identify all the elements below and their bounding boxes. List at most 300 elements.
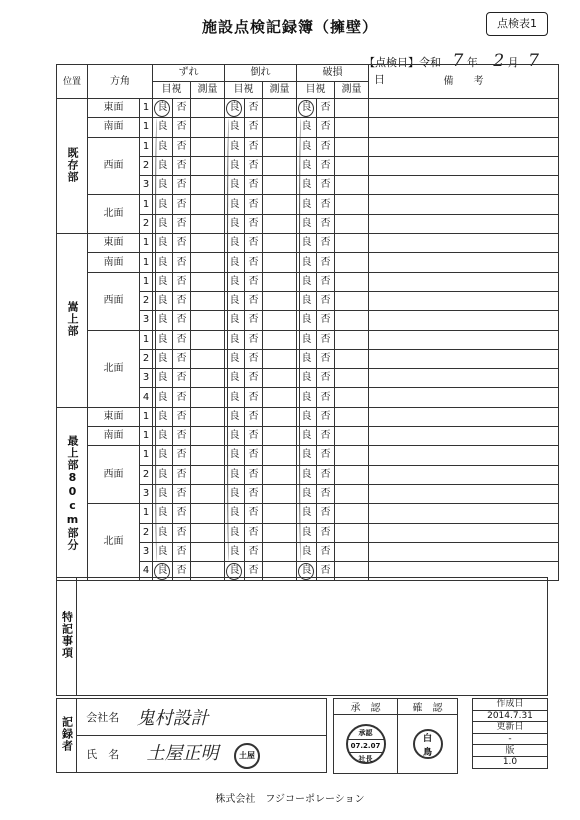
zure-good-mark: 良 — [157, 507, 168, 519]
table-row — [57, 99, 559, 118]
direction-cell: 西面 — [88, 272, 140, 330]
hason-good-option[interactable] — [297, 99, 317, 118]
date-month: 2 — [493, 51, 505, 71]
hason-bad-option[interactable] — [317, 137, 335, 156]
taore-measure-cell[interactable] — [263, 446, 297, 465]
zure-good-mark: 良 — [157, 410, 168, 422]
taore-bad-option[interactable] — [245, 118, 263, 137]
row-number: 2 — [140, 156, 153, 175]
taore-good-mark: 良 — [229, 468, 240, 480]
hason-bad-option[interactable] — [317, 311, 335, 330]
taore-bad-option[interactable] — [245, 176, 263, 195]
zure-measure-cell[interactable] — [191, 311, 225, 330]
taore-measure-cell[interactable] — [263, 330, 297, 349]
zure-measure-cell[interactable] — [191, 542, 225, 561]
row-number: 1 — [140, 118, 153, 137]
hason-measure-cell[interactable] — [335, 388, 369, 407]
row-number: 1 — [140, 330, 153, 349]
hason-good-mark: 良 — [301, 256, 312, 268]
taore-measure-cell[interactable] — [263, 427, 297, 446]
hason-good-mark: 良 — [301, 526, 312, 538]
taore-bad-mark: 否 — [248, 237, 259, 249]
row-number: 1 — [140, 504, 153, 523]
taore-good-mark: 良 — [229, 140, 240, 152]
hason-good-mark: 良 — [301, 391, 312, 403]
hason-bad-mark: 否 — [320, 391, 331, 403]
zure-bad-option[interactable] — [173, 156, 191, 175]
taore-good-mark: 良 — [229, 198, 240, 210]
hason-measure-cell[interactable] — [335, 427, 369, 446]
zure-good-mark: 良 — [157, 179, 168, 191]
zure-bad-option[interactable] — [173, 407, 191, 426]
zure-good-mark: 良 — [157, 468, 168, 480]
taore-bad-mark: 否 — [248, 488, 259, 500]
hason-bad-option[interactable] — [317, 523, 335, 542]
special-notes-field[interactable] — [77, 578, 548, 696]
taore-bad-option[interactable] — [245, 156, 263, 175]
taore-good-mark: 良 — [229, 545, 240, 557]
hason-bad-mark: 否 — [320, 488, 331, 500]
zure-measure-cell[interactable] — [191, 504, 225, 523]
zure-measure-cell[interactable] — [191, 349, 225, 368]
position-header: 位置 — [57, 65, 88, 99]
name-field[interactable] — [129, 736, 327, 773]
hason-bad-option[interactable] — [317, 291, 335, 310]
taore-bad-option[interactable] — [245, 99, 263, 118]
remarks-cell[interactable] — [369, 407, 559, 426]
zure-good-mark: 良 — [157, 391, 168, 403]
taore-bad-option[interactable] — [245, 388, 263, 407]
taore-measure-cell[interactable] — [263, 118, 297, 137]
remarks-cell[interactable] — [369, 369, 559, 388]
hason-bad-mark: 否 — [320, 198, 331, 210]
zure-good-option[interactable] — [153, 99, 173, 118]
zure-measure-cell[interactable] — [191, 272, 225, 291]
zure-good-mark: 良 — [157, 565, 168, 577]
approve-stamp-cell — [334, 715, 398, 774]
zure-bad-mark: 否 — [176, 526, 187, 538]
hason-bad-mark: 否 — [320, 295, 331, 307]
zure-measure-cell[interactable] — [191, 176, 225, 195]
remarks-cell[interactable] — [369, 427, 559, 446]
zure-good-mark: 良 — [157, 372, 168, 384]
taore-measure-cell[interactable] — [263, 407, 297, 426]
direction-cell: 南面 — [88, 253, 140, 272]
taore-bad-mark: 否 — [248, 198, 259, 210]
taore-measure-cell[interactable] — [263, 291, 297, 310]
hason-bad-mark: 否 — [320, 179, 331, 191]
taore-measure-cell[interactable] — [263, 388, 297, 407]
hason-measure-cell[interactable] — [335, 137, 369, 156]
hason-measure-cell[interactable] — [335, 349, 369, 368]
taore-bad-mark: 否 — [248, 333, 259, 345]
taore-measure-cell[interactable] — [263, 156, 297, 175]
hason-good-mark: 良 — [301, 140, 312, 152]
zure-bad-option[interactable] — [173, 291, 191, 310]
hason-measure-cell[interactable] — [335, 311, 369, 330]
row-number: 1 — [140, 427, 153, 446]
hason-good-mark: 良 — [301, 217, 312, 229]
zure-bad-option[interactable] — [173, 504, 191, 523]
direction-cell: 北面 — [88, 330, 140, 407]
taore-bad-option[interactable] — [245, 195, 263, 214]
taore-bad-mark: 否 — [248, 391, 259, 403]
taore-good-mark: 良 — [229, 160, 240, 172]
row-number: 3 — [140, 369, 153, 388]
zure-good-mark: 良 — [157, 102, 168, 114]
taore-good-mark: 良 — [229, 102, 240, 114]
hason-bad-option[interactable] — [317, 427, 335, 446]
taore-good-mark: 良 — [229, 430, 240, 442]
direction-cell: 東面 — [88, 407, 140, 426]
hason-measure-cell[interactable] — [335, 272, 369, 291]
hason-bad-mark: 否 — [320, 468, 331, 480]
hason-bad-option[interactable] — [317, 234, 335, 253]
taore-bad-option[interactable] — [245, 407, 263, 426]
remarks-cell[interactable] — [369, 118, 559, 137]
hason-measure-cell[interactable] — [335, 504, 369, 523]
remarks-cell[interactable] — [369, 523, 559, 542]
remarks-cell[interactable] — [369, 388, 559, 407]
hason-bad-option[interactable] — [317, 156, 335, 175]
zure-bad-option[interactable] — [173, 253, 191, 272]
hason-measure-cell[interactable] — [335, 214, 369, 233]
row-number: 3 — [140, 484, 153, 503]
remarks-cell[interactable] — [369, 446, 559, 465]
taore-good-mark: 良 — [229, 314, 240, 326]
zure-measure-cell[interactable] — [191, 234, 225, 253]
hason-bad-mark: 否 — [320, 507, 331, 519]
document-meta-table — [472, 698, 548, 769]
zure-bad-mark: 否 — [176, 237, 187, 249]
hason-bad-option[interactable] — [317, 195, 335, 214]
taore-good-mark: 良 — [229, 121, 240, 133]
zure-bad-option[interactable] — [173, 311, 191, 330]
zure-measure-cell[interactable] — [191, 388, 225, 407]
hason-bad-mark: 否 — [320, 372, 331, 384]
zure-measure-cell[interactable] — [191, 214, 225, 233]
taore-bad-mark: 否 — [248, 121, 259, 133]
taore-bad-mark: 否 — [248, 526, 259, 538]
section-label: 既存部 — [66, 146, 79, 183]
zure-bad-option[interactable] — [173, 427, 191, 446]
hason-bad-option[interactable] — [317, 369, 335, 388]
taore-bad-mark: 否 — [248, 160, 259, 172]
zure-measure-cell[interactable] — [191, 118, 225, 137]
hason-bad-option[interactable] — [317, 484, 335, 503]
zure-bad-option[interactable] — [173, 137, 191, 156]
hason-bad-option[interactable] — [317, 214, 335, 233]
taore-bad-mark: 否 — [248, 468, 259, 480]
created-value: 2014.7.31 — [473, 710, 548, 722]
zure-bad-option[interactable] — [173, 484, 191, 503]
hason-bad-option[interactable] — [317, 272, 335, 291]
zure-bad-option[interactable] — [173, 234, 191, 253]
taore-bad-option[interactable] — [245, 484, 263, 503]
taore-good-mark: 良 — [229, 256, 240, 268]
direction-cell: 東面 — [88, 234, 140, 253]
hason-measure-cell[interactable] — [335, 176, 369, 195]
zure-measure-cell[interactable] — [191, 523, 225, 542]
taore-bad-mark: 否 — [248, 314, 259, 326]
taore-bad-option[interactable] — [245, 330, 263, 349]
zure-good-mark: 良 — [157, 198, 168, 210]
hason-bad-option[interactable] — [317, 446, 335, 465]
table-row — [57, 446, 559, 465]
remarks-cell[interactable] — [369, 484, 559, 503]
zure-bad-mark: 否 — [176, 140, 187, 152]
taore-measure-cell[interactable] — [263, 311, 297, 330]
check-circle-mark — [226, 100, 242, 117]
zure-bad-mark: 否 — [176, 565, 187, 577]
taore-measure-cell[interactable] — [263, 99, 297, 118]
zure-measure-cell[interactable] — [191, 291, 225, 310]
remarks-cell[interactable] — [369, 504, 559, 523]
approval-stamp — [346, 724, 386, 764]
zure-measure-cell[interactable] — [191, 137, 225, 156]
hason-measure-cell[interactable] — [335, 330, 369, 349]
hason-bad-option[interactable] — [317, 330, 335, 349]
taore-bad-option[interactable] — [245, 272, 263, 291]
hason-bad-option[interactable] — [317, 99, 335, 118]
taore-bad-option[interactable] — [245, 214, 263, 233]
taore-measure-cell[interactable] — [263, 523, 297, 542]
taore-bad-option[interactable] — [245, 234, 263, 253]
hason-measure-cell[interactable] — [335, 446, 369, 465]
direction-cell: 東面 — [88, 99, 140, 118]
zure-good-mark: 良 — [157, 333, 168, 345]
hason-bad-mark: 否 — [320, 353, 331, 364]
row-number: 1 — [140, 446, 153, 465]
hason-bad-mark: 否 — [320, 430, 331, 442]
taore-bad-option[interactable] — [245, 137, 263, 156]
zure-bad-mark: 否 — [176, 198, 187, 210]
remarks-cell[interactable] — [369, 291, 559, 310]
taore-bad-option[interactable] — [245, 523, 263, 542]
taore-bad-option[interactable] — [245, 369, 263, 388]
direction-cell: 北面 — [88, 195, 140, 234]
zure-bad-mark: 否 — [176, 507, 187, 519]
hason-measure-cell[interactable] — [335, 407, 369, 426]
zure-measure-cell[interactable] — [191, 156, 225, 175]
date-year-unit: 年 — [466, 56, 478, 69]
zure-bad-option[interactable] — [173, 388, 191, 407]
taore-measure-cell[interactable] — [263, 349, 297, 368]
zure-measure-cell[interactable] — [191, 99, 225, 118]
remarks-cell[interactable] — [369, 349, 559, 368]
zure-measure-cell[interactable] — [191, 484, 225, 503]
direction-cell: 南面 — [88, 427, 140, 446]
taore-measure-cell[interactable] — [263, 137, 297, 156]
hason-good-mark: 良 — [301, 121, 312, 133]
hason-measure-cell[interactable] — [335, 484, 369, 503]
taore-bad-option[interactable] — [245, 349, 263, 368]
hason-bad-option[interactable] — [317, 253, 335, 272]
hason-bad-mark: 否 — [320, 140, 331, 152]
zure-measure-cell[interactable] — [191, 330, 225, 349]
zure-measure-cell[interactable] — [191, 427, 225, 446]
zure-bad-option[interactable] — [173, 465, 191, 484]
zure-bad-option[interactable] — [173, 446, 191, 465]
section-label-cell — [57, 407, 88, 581]
hason-bad-option[interactable] — [317, 542, 335, 561]
hason-bad-option[interactable] — [317, 465, 335, 484]
stamp-top: 承認 — [358, 729, 373, 737]
remarks-cell[interactable] — [369, 330, 559, 349]
taore-good-mark: 良 — [229, 449, 240, 461]
hason-measure-cell[interactable] — [335, 542, 369, 561]
table-row — [57, 427, 559, 446]
date-month-unit: 月 — [507, 56, 519, 69]
taore-measure-cell[interactable] — [263, 542, 297, 561]
remarks-cell[interactable] — [369, 253, 559, 272]
version-value: 1.0 — [473, 756, 548, 768]
remarks-cell[interactable] — [369, 156, 559, 175]
taore-bad-option[interactable] — [245, 253, 263, 272]
remarks-cell[interactable] — [369, 214, 559, 233]
taore-measure-cell[interactable] — [263, 465, 297, 484]
taore-measure-cell[interactable] — [263, 214, 297, 233]
hason-bad-option[interactable] — [317, 407, 335, 426]
taore-bad-option[interactable] — [245, 291, 263, 310]
remarks-cell[interactable] — [369, 272, 559, 291]
taore-good-option[interactable] — [225, 99, 245, 118]
hason-measure-cell[interactable] — [335, 118, 369, 137]
row-number: 1 — [140, 407, 153, 426]
zure-bad-option[interactable] — [173, 330, 191, 349]
date-day: 7 — [528, 51, 539, 71]
taore-bad-mark: 否 — [248, 565, 259, 577]
hason-good-mark: 良 — [301, 468, 312, 480]
zure-bad-option[interactable] — [173, 369, 191, 388]
date-day-unit: 日 — [374, 73, 385, 86]
taore-bad-option[interactable] — [245, 542, 263, 561]
taore-bad-option[interactable] — [245, 504, 263, 523]
hason-bad-option[interactable] — [317, 176, 335, 195]
taore-measure-cell[interactable] — [263, 176, 297, 195]
remarks-cell[interactable] — [369, 99, 559, 118]
check-bracket-line — [227, 118, 231, 562]
hason-bad-option[interactable] — [317, 388, 335, 407]
taore-measure-cell[interactable] — [263, 195, 297, 214]
zure-bad-option[interactable] — [173, 272, 191, 291]
zure-measure-cell[interactable] — [191, 253, 225, 272]
zure-good-mark: 良 — [157, 449, 168, 461]
taore-measure-cell[interactable] — [263, 272, 297, 291]
taore-good-mark: 良 — [229, 217, 240, 229]
taore-good-mark: 良 — [229, 353, 240, 364]
table-row — [57, 234, 559, 253]
zure-measure-cell[interactable] — [191, 407, 225, 426]
taore-bad-option[interactable] — [245, 465, 263, 484]
zure-bad-option[interactable] — [173, 542, 191, 561]
hason-measure-cell[interactable] — [335, 195, 369, 214]
taore-bad-mark: 否 — [248, 372, 259, 384]
taore-bad-option[interactable] — [245, 311, 263, 330]
taore-bad-option[interactable] — [245, 427, 263, 446]
hason-measure-cell[interactable] — [335, 253, 369, 272]
taore-measure-cell[interactable] — [263, 484, 297, 503]
hason-measure-cell[interactable] — [335, 465, 369, 484]
direction-header: 方角 — [88, 65, 153, 99]
taore-good-mark: 良 — [229, 333, 240, 345]
zure-bad-mark: 否 — [176, 160, 187, 172]
hason-measure-cell[interactable] — [335, 99, 369, 118]
remarks-cell[interactable] — [369, 542, 559, 561]
taore-bad-option[interactable] — [245, 446, 263, 465]
remarks-cell[interactable] — [369, 137, 559, 156]
zure-bad-option[interactable] — [173, 195, 191, 214]
hason-bad-option[interactable] — [317, 504, 335, 523]
zure-good-mark: 良 — [157, 256, 168, 268]
taore-measure-cell[interactable] — [263, 369, 297, 388]
zure-bad-option[interactable] — [173, 99, 191, 118]
company-field[interactable] — [129, 699, 327, 736]
remarks-cell[interactable] — [369, 465, 559, 484]
remarks-cell[interactable] — [369, 234, 559, 253]
remarks-cell[interactable] — [369, 311, 559, 330]
zure-measure-cell[interactable] — [191, 369, 225, 388]
hason-measure-cell[interactable] — [335, 234, 369, 253]
hason-good-mark: 良 — [301, 179, 312, 191]
hason-good-mark: 良 — [301, 488, 312, 500]
row-number: 4 — [140, 562, 153, 581]
direction-cell: 北面 — [88, 504, 140, 581]
taore-good-mark: 良 — [229, 565, 240, 577]
row-number: 3 — [140, 176, 153, 195]
hason-bad-option[interactable] — [317, 349, 335, 368]
hason-bad-mark: 否 — [320, 565, 331, 577]
updated-label: 更新日 — [473, 722, 548, 734]
zure-bad-mark: 否 — [176, 410, 187, 422]
hason-good-mark: 良 — [301, 507, 312, 519]
row-number: 1 — [140, 272, 153, 291]
hason-good-mark: 良 — [301, 353, 312, 364]
zure-measure-cell[interactable] — [191, 195, 225, 214]
hason-measure-cell[interactable] — [335, 369, 369, 388]
zure-measure-cell[interactable] — [191, 446, 225, 465]
hason-measure-cell[interactable] — [335, 523, 369, 542]
zure-measure-cell[interactable] — [191, 465, 225, 484]
zure-bad-option[interactable] — [173, 523, 191, 542]
taore-measure-cell[interactable] — [263, 253, 297, 272]
zure-bad-option[interactable] — [173, 118, 191, 137]
taore-measure-cell[interactable] — [263, 504, 297, 523]
zure-bad-mark: 否 — [176, 256, 187, 268]
zure-bad-mark: 否 — [176, 372, 187, 384]
zure-bad-option[interactable] — [173, 214, 191, 233]
zure-bad-option[interactable] — [173, 176, 191, 195]
zure-good-mark: 良 — [157, 314, 168, 326]
taore-measure-cell[interactable] — [263, 234, 297, 253]
company-value: 鬼村設計 — [136, 708, 209, 729]
hason-measure-cell[interactable] — [335, 156, 369, 175]
remarks-cell[interactable] — [369, 195, 559, 214]
hason-measure-cell[interactable] — [335, 291, 369, 310]
remarks-cell[interactable] — [369, 176, 559, 195]
hason-good-mark: 良 — [301, 372, 312, 384]
hason-bad-option[interactable] — [317, 118, 335, 137]
zure-bad-mark: 否 — [176, 449, 187, 461]
zure-bad-mark: 否 — [176, 353, 187, 364]
zure-bad-mark: 否 — [176, 121, 187, 133]
special-notes-label-cell — [57, 578, 77, 696]
hason-good-mark: 良 — [301, 333, 312, 345]
hason-good-mark: 良 — [301, 430, 312, 442]
hason-good-mark: 良 — [301, 160, 312, 172]
zure-bad-option[interactable] — [173, 349, 191, 368]
hason-good-mark: 良 — [301, 314, 312, 326]
